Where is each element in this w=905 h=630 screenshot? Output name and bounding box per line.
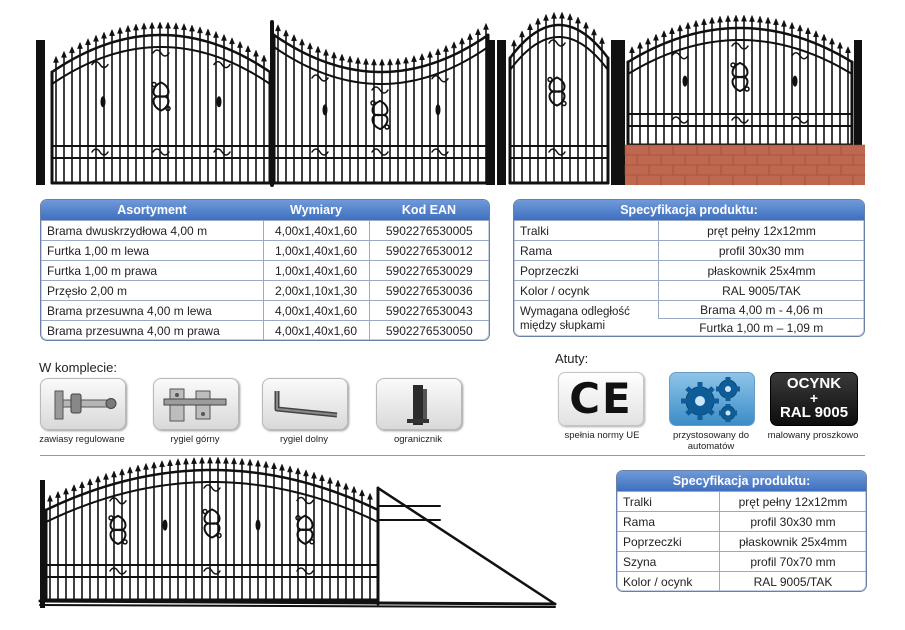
- table-row: [514, 301, 864, 319]
- table-row: [514, 281, 864, 301]
- stopper-image: [376, 378, 462, 430]
- spec-label: Kolor / ocynk: [514, 281, 659, 301]
- spec-value: płaskownik 25x4mm: [659, 261, 865, 281]
- spacing-value-gate: Brama 4,00 m - 4,06 m: [659, 301, 865, 319]
- product-ean: 5902276530036: [369, 281, 489, 301]
- spec-label: Poprzeczki: [514, 261, 659, 281]
- spec-label: Rama: [514, 241, 659, 261]
- product-name: Brama przesuwna 4,00 m prawa: [41, 321, 263, 341]
- hinge-image: [40, 378, 126, 430]
- table-row: [41, 241, 489, 261]
- ean-header: Kod EAN: [369, 200, 489, 221]
- product-dimensions: 1,00x1,40x1,60: [263, 241, 369, 261]
- spacing-value-wicket: Furtka 1,00 m – 1,09 m: [659, 319, 865, 337]
- assortment-header: Asortyment: [41, 200, 263, 221]
- spec-top-title: Specyfikacja produktu:: [514, 200, 864, 220]
- product-ean: 5902276530043: [369, 301, 489, 321]
- upper-bolt-caption: rygiel górny: [170, 434, 220, 445]
- product-ean: 5902276530029: [369, 261, 489, 281]
- table-row: [41, 281, 489, 301]
- table-row: [617, 492, 866, 512]
- product-name: Przęsło 2,00 m: [41, 281, 263, 301]
- table-row: [617, 512, 866, 532]
- ce-mark: CE: [569, 374, 633, 423]
- product-name: Brama przesuwna 4,00 m lewa: [41, 301, 263, 321]
- lower-bolt-icon: [263, 379, 347, 429]
- spec-label: Kolor / ocynk: [617, 572, 720, 592]
- spec-label: Tralki: [514, 221, 659, 241]
- product-ean: 5902276530012: [369, 241, 489, 261]
- spacing-label: Wymagana odległość między słupkami: [514, 301, 659, 337]
- product-dimensions: 4,00x1,40x1,60: [263, 321, 369, 341]
- product-ean: 5902276530005: [369, 221, 489, 241]
- ce-caption: spełnia normy UE: [564, 430, 640, 441]
- table-row: [41, 261, 489, 281]
- table-row: [514, 241, 864, 261]
- product-name: Brama dwuskrzydłowa 4,00 m: [41, 221, 263, 241]
- dimensions-header: Wymiary: [263, 200, 369, 221]
- zinc-line2: RAL 9005: [779, 404, 849, 421]
- stopper-icon: [377, 379, 461, 429]
- table-row: [514, 261, 864, 281]
- table-row: [617, 572, 866, 592]
- product-dimensions: 2,00x1,10x1,30: [263, 281, 369, 301]
- automation-caption: przystosowany do automatów: [672, 430, 750, 452]
- zinc-badge: [770, 372, 858, 426]
- spec-value: profil 70x70 mm: [720, 552, 867, 572]
- upper-bolt-image: [153, 378, 239, 430]
- assortment-table: [40, 199, 490, 341]
- features-title: Atuty:: [555, 351, 589, 366]
- spec-value: płaskownik 25x4mm: [720, 532, 867, 552]
- spec-label: Szyna: [617, 552, 720, 572]
- gears-icon: [670, 373, 754, 425]
- ce-badge: [558, 372, 644, 426]
- product-dimensions: 1,00x1,40x1,60: [263, 261, 369, 281]
- kit-title: W komplecie:: [39, 360, 118, 375]
- hinge-icon: [41, 379, 125, 429]
- lower-bolt-caption: rygiel dolny: [279, 434, 329, 445]
- product-name: Furtka 1,00 m prawa: [41, 261, 263, 281]
- spec-value: profil 30x30 mm: [659, 241, 865, 261]
- table-row: [41, 301, 489, 321]
- product-name: Furtka 1,00 m lewa: [41, 241, 263, 261]
- product-dimensions: 4,00x1,40x1,60: [263, 301, 369, 321]
- product-ean: 5902276530050: [369, 321, 489, 341]
- spec-value: pręt pełny 12x12mm: [720, 492, 867, 512]
- spec-label: Rama: [617, 512, 720, 532]
- automation-badge: [669, 372, 755, 426]
- table-row: [41, 221, 489, 241]
- table-row: [514, 221, 864, 241]
- zinc-line1: OCYNK: [786, 375, 842, 392]
- spec-value: RAL 9005/TAK: [720, 572, 867, 592]
- spec-table-bottom: [616, 470, 867, 592]
- spec-value: RAL 9005/TAK: [659, 281, 865, 301]
- product-dimensions: 4,00x1,40x1,60: [263, 221, 369, 241]
- spec-label: Poprzeczki: [617, 532, 720, 552]
- table-row: [617, 532, 866, 552]
- upper-bolt-icon: [154, 379, 238, 429]
- section-divider: [40, 455, 865, 456]
- stopper-caption: ogranicznik: [393, 434, 443, 445]
- table-row: [617, 552, 866, 572]
- spec-value: profil 30x30 mm: [720, 512, 867, 532]
- hinge-caption: zawiasy regulowane: [39, 434, 125, 445]
- zinc-caption: malowany proszkowo: [767, 430, 859, 441]
- table-row: [41, 321, 489, 341]
- lower-bolt-image: [262, 378, 348, 430]
- spec-value: pręt pełny 12x12mm: [659, 221, 865, 241]
- spec-table-top: [513, 199, 865, 337]
- spec-label: Tralki: [617, 492, 720, 512]
- spec-bottom-title: Specyfikacja produktu:: [617, 471, 866, 491]
- zinc-plus: +: [809, 390, 819, 406]
